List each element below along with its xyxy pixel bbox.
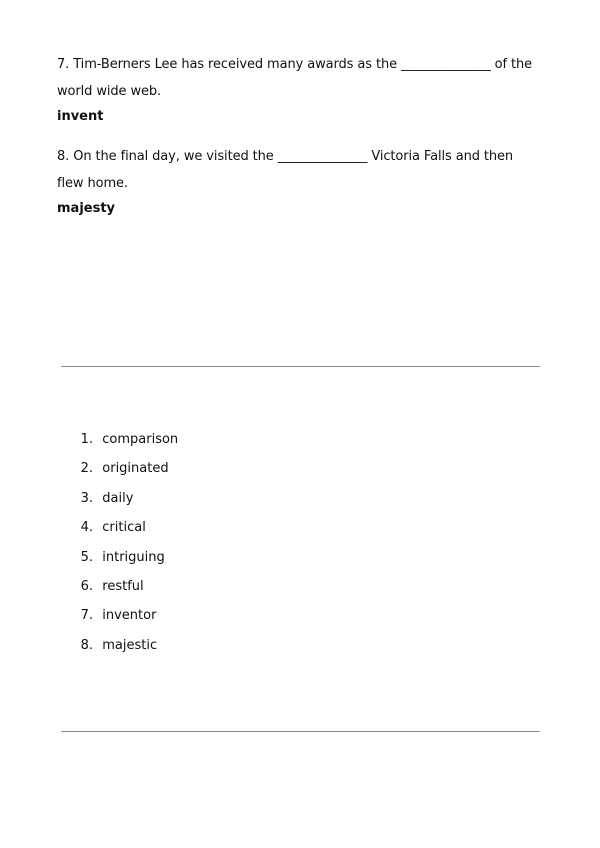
list-item	[70, 487, 178, 516]
answer-word: daily	[102, 490, 134, 506]
answer-word: originated	[102, 461, 169, 477]
answer-word: majestic	[102, 637, 158, 653]
answer-number: 8.	[80, 637, 93, 653]
answer-word: critical	[102, 520, 146, 536]
list-item	[70, 604, 178, 633]
answer-key-list	[70, 428, 178, 663]
list-item	[70, 634, 178, 663]
list-item	[70, 428, 178, 457]
answer-number: 5.	[80, 549, 93, 565]
list-item	[70, 516, 178, 545]
answer-number: 2.	[80, 461, 93, 477]
answer-number: 7.	[80, 608, 93, 624]
answer-word: restful	[102, 578, 144, 594]
question-8: 8. On the final day, we visited the ______________ Victoria Falls and then flew home.	[57, 149, 514, 191]
root-word-7: invent	[57, 109, 104, 124]
answer-word: intriguing	[102, 549, 165, 565]
list-item	[70, 575, 178, 604]
list-item	[70, 457, 178, 486]
question-7: 7. Tim-Berners Lee has received many awards as the ______________ of the world wide web.	[57, 57, 533, 99]
answer-number: 1.	[80, 432, 93, 447]
list-item	[70, 546, 178, 575]
bottom-divider	[61, 731, 540, 732]
answer-number: 3.	[80, 490, 93, 506]
answer-number: 4.	[80, 520, 93, 536]
section-divider	[61, 366, 540, 367]
answer-number: 6.	[80, 578, 93, 594]
answer-word: inventor	[102, 608, 157, 624]
root-word-8: majesty	[57, 201, 116, 216]
answer-word: comparison	[102, 432, 179, 447]
